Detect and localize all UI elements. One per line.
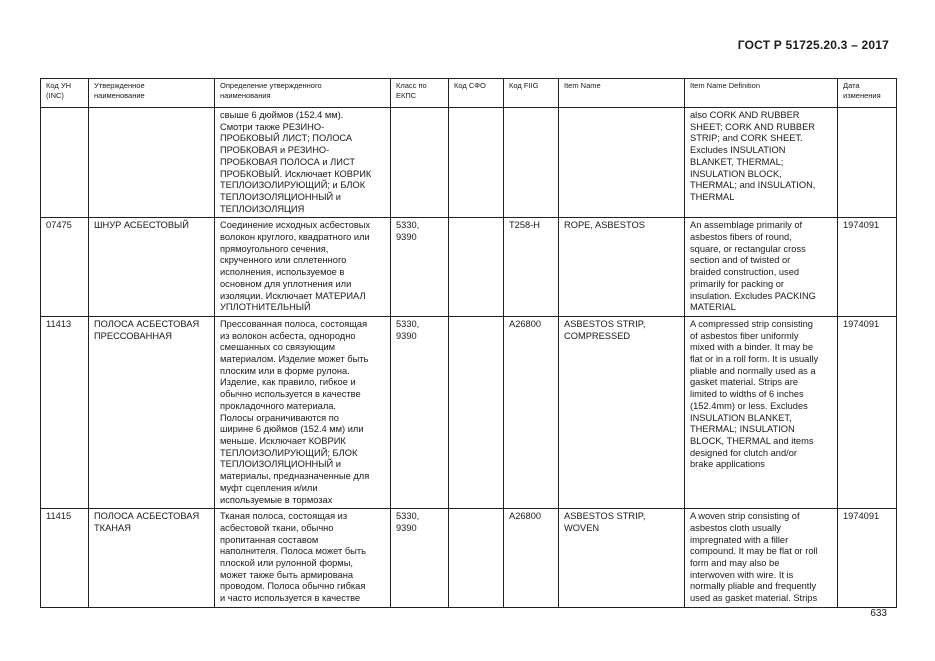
cell-definition-ru: Тканая полоса, состоящая из асбестовой ткани, обычно пропитанная составом наполнителя. Полоса может быть плоской или рулонной формы, может также быть армирована проводом. Полоса обычно гибкая и часто используется в качестве [215, 509, 391, 608]
cell-ekps: 5330, 9390 [391, 218, 449, 317]
cell-definition-ru: свыше 6 дюймов (152.4 мм). Смотри также РЕЗИНО- ПРОБКОВЫЙ ЛИСТ; ПОЛОСА ПРОБКОВАЯ и РЕЗИНО- ПРОБКОВАЯ ПОЛОСА и ЛИСТ ПРОБКОВЫЙ. Исключает КОВРИК ТЕПЛОИЗОЛИРУЮЩИЙ; и БЛОК ТЕПЛОИЗОЛЯЦИОННЫЙ и ТЕПЛОИЗОЛЯЦИЯ [215, 108, 391, 218]
header-ekps-class: Класс по ЕКПС [391, 79, 449, 108]
cell-name-ru [89, 108, 215, 218]
cell-item-name [559, 108, 685, 218]
cell-inc: 11415 [41, 509, 89, 608]
cell-sfo [449, 509, 504, 608]
cell-sfo [449, 316, 504, 508]
cell-name-ru: ШНУР АСБЕСТОВЫЙ [89, 218, 215, 317]
table-row [41, 316, 897, 508]
cell-fiig: A26800 [504, 316, 559, 508]
header-approved-name: Утвержденное наименование [89, 79, 215, 108]
cell-item-name: ASBESTOS STRIP, COMPRESSED [559, 316, 685, 508]
table-row [41, 509, 897, 608]
cell-item-name: ASBESTOS STRIP, WOVEN [559, 509, 685, 608]
cell-name-ru: ПОЛОСА АСБЕСТОВАЯ ПРЕССОВАННАЯ [89, 316, 215, 508]
header-definition-ru: Определение утвержденного наименования [215, 79, 391, 108]
table-row [41, 218, 897, 317]
header-item-name-definition: Item Name Definition [685, 79, 838, 108]
page-number: 633 [870, 608, 887, 619]
cell-definition-ru: Соединение исходных асбестовых волокон круглого, квадратного или прямоугольного сечения, скрученного или сплетенного исполнения, используемое в основном для уплотнения или изоляции. Исключает МАТЕРИАЛ УПЛОТНИТЕЛЬНЫЙ [215, 218, 391, 317]
cell-fiig: A26800 [504, 509, 559, 608]
header-fiig-code: Код FIIG [504, 79, 559, 108]
catalog-table [40, 78, 897, 608]
cell-date: 1974091 [838, 316, 897, 508]
cell-name-ru: ПОЛОСА АСБЕСТОВАЯ ТКАНАЯ [89, 509, 215, 608]
cell-item-name: ROPE, ASBESTOS [559, 218, 685, 317]
cell-date: 1974091 [838, 218, 897, 317]
header-change-date: Дата изменения [838, 79, 897, 108]
cell-fiig: T258-H [504, 218, 559, 317]
cell-definition-ru: Прессованная полоса, состоящая из волокон асбеста, однородно смешанных со связующим материалом. Изделие может быть плоским или в форме рулона. Изделие, как правило, гибкое и обычно используется в качестве прокладочного материала. Полосы ограничиваются по ширине 6 дюймов (152.4 мм) или меньше. Исключает КОВРИК ТЕПЛОИЗОЛИРУЮЩИЙ; БЛОК ТЕПЛОИЗОЛЯЦИОННЫЙ и материалы, предназначенные для муфт сцепления и/или используемые в тормозах [215, 316, 391, 508]
cell-inc: 07475 [41, 218, 89, 317]
header-sfo-code: Код СФО [449, 79, 504, 108]
cell-inc: 11413 [41, 316, 89, 508]
document-standard-header: ГОСТ Р 51725.20.3 – 2017 [737, 38, 889, 52]
header-inc: Код УН (INC) [41, 79, 89, 108]
cell-ekps: 5330, 9390 [391, 509, 449, 608]
header-item-name: Item Name [559, 79, 685, 108]
cell-sfo [449, 218, 504, 317]
table-row [41, 108, 897, 218]
cell-ekps [391, 108, 449, 218]
cell-date [838, 108, 897, 218]
cell-date: 1974091 [838, 509, 897, 608]
cell-definition-en: A woven strip consisting of asbestos cloth usually impregnated with a filler compound. It may be flat or roll form and may also be interwoven with wire. It is normally pliable and frequently used as gasket material. Strips [685, 509, 838, 608]
table-header-row [41, 79, 897, 108]
cell-inc [41, 108, 89, 218]
cell-definition-en: An assemblage primarily of asbestos fibers of round, square, or rectangular cross section and of twisted or braided construction, used primarily for packing or insulation. Excludes PACKING MATERIAL [685, 218, 838, 317]
cell-fiig [504, 108, 559, 218]
cell-ekps: 5330, 9390 [391, 316, 449, 508]
cell-sfo [449, 108, 504, 218]
cell-definition-en: also CORK AND RUBBER SHEET; CORK AND RUBBER STRIP; and CORK SHEET. Excludes INSULATION BLANKET, THERMAL; INSULATION BLOCK, THERMAL; and INSULATION, THERMAL [685, 108, 838, 218]
cell-definition-en: A compressed strip consisting of asbestos fiber uniformly mixed with a binder. It may be flat or in a roll form. It is usually pliable and normally used as a gasket material. Strips are limited to widths of 6 inches (152.4mm) or less. Excludes INSULATION BLANKET, THERMAL; INSULATION BLOCK, THERMAL and items designed for clutch and/or brake applications [685, 316, 838, 508]
